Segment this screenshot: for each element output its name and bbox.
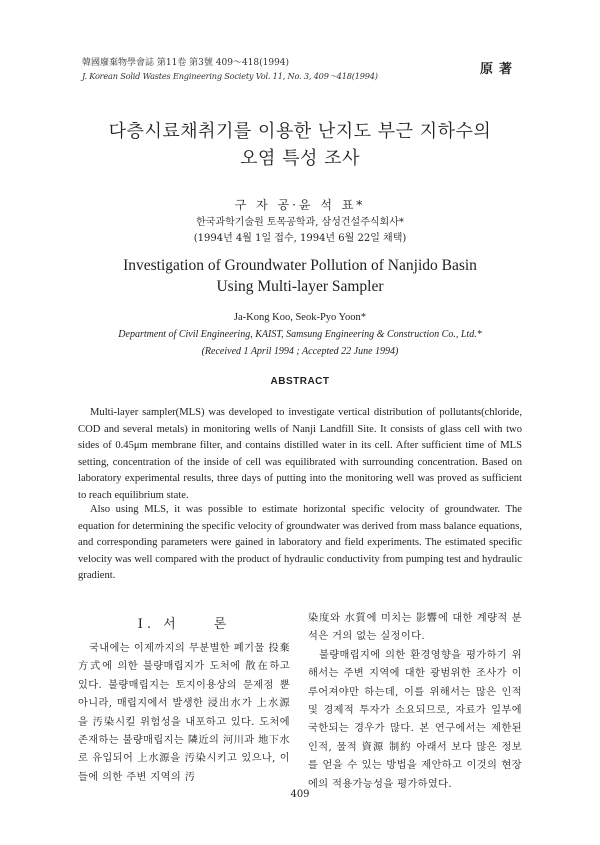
article-type-badge: 原著 [479,62,518,77]
english-title-line1: Investigation of Groundwater Pollution of Nanjido Basin [123,257,477,274]
korean-title [0,118,600,172]
korean-title-line1: 다층시료채취기를 이용한 난지도 부근 지하수의 [108,121,492,142]
section-heading-introduction: Ⅰ. 서 론 [137,617,231,632]
abstract-heading: ABSTRACT [270,376,330,387]
english-affiliation: Department of Civil Engineering, KAIST, Samsung Engineering & Construction Co., Ltd.* [118,329,482,340]
english-dates: (Received 1 April 1994 ; Accepted 22 June 1994) [201,346,399,357]
korean-affiliation: 한국과학기술원 토목공학과, 삼성건설주식회사* [196,217,404,228]
body-right-paragraph-1: 染度와 水質에 미치는 影響에 대한 계량적 분석은 거의 없는 실정이다. [308,613,522,643]
body-right-column [308,610,522,794]
english-title [0,255,600,297]
korean-dates: (1994년 4월 1일 접수, 1994년 6월 22일 채택) [193,233,407,244]
korean-title-line2: 오염 특성 조사 [240,148,360,169]
korean-authors: 구 자 공·윤 석 표* [234,198,366,212]
journal-citation-english: J. Korean Solid Wastes Engineering Society Vol. 11, No. 3, 409～418(1994) [82,71,378,81]
abstract-paragraph-2: Also using MLS, it was possible to estimate horizontal specific velocity of groundwater. The equation for determining the specific velocity of groundwater was derived from mass balance equations, and corresponding parameters were gained in laboratory and field experiments. The estimated specific velocity was well compared with the product of hydraulic conductivity from pumping test and hydraulic gradient. [78,504,522,582]
body-left-paragraph: 국내에는 이제까지의 무분별한 폐기물 投棄 方式에 의한 불량매립지가 도처에 散在하고 있다. 불량매립지는 토지이용상의 문제점 뿐 아니라, 매립지에서 발생한 浸出水가 上水源을 汚染시킬 위험성을 내포하고 있다. 도처에 존재하는 불량매립지는 隣近의 河川과 地下水로 유입되어 上水源을 汚染시키고 있으나, 이들에 의한 주변 지역의 汚 [78,643,290,783]
body-right-paragraph-2: 불량매립지에 의한 환경영향을 평가하기 위해서는 주변 지역에 대한 광범위한 조사가 이루어져야만 하는데, 이를 위해서는 많은 인적 및 경제적 투자가 소요되므로, 자료가 일부에 국한되는 경우가 많다. 본 연구에서는 제한된 인적, 물적 資源 制約 아래서 보다 많은 정보를 얻을 수 있는 방법을 제안하고 이것의 현장에의 적용가능성을 평가하였다. [308,649,522,790]
page-number: 409 [290,789,310,800]
journal-citation [82,57,378,83]
abstract-paragraph-1: Multi-layer sampler(MLS) was developed to investigate vertical distribution of pollutants(chloride, COD and several metals) in monitoring wells of Nanji Landfill Site. It consists of glass cell with two sides of 0.45μm membrane filter, and contains distilled water in its cell. After sufficient time of MLS setting, concentration of the inside of cell was equilibrated with surrounding concentration. Based on laboratory experimental results, three days of putting into the monitoring well was proved as sufficient to reach equilibrium state. [78,407,522,501]
journal-citation-korean: 韓國廢棄物學會誌 第11卷 第3號 409～418(1994) [82,58,290,68]
english-authors: Ja-Kong Koo, Seok-Pyo Yoon* [233,312,367,323]
english-title-line2: Using Multi-layer Sampler [216,278,384,295]
